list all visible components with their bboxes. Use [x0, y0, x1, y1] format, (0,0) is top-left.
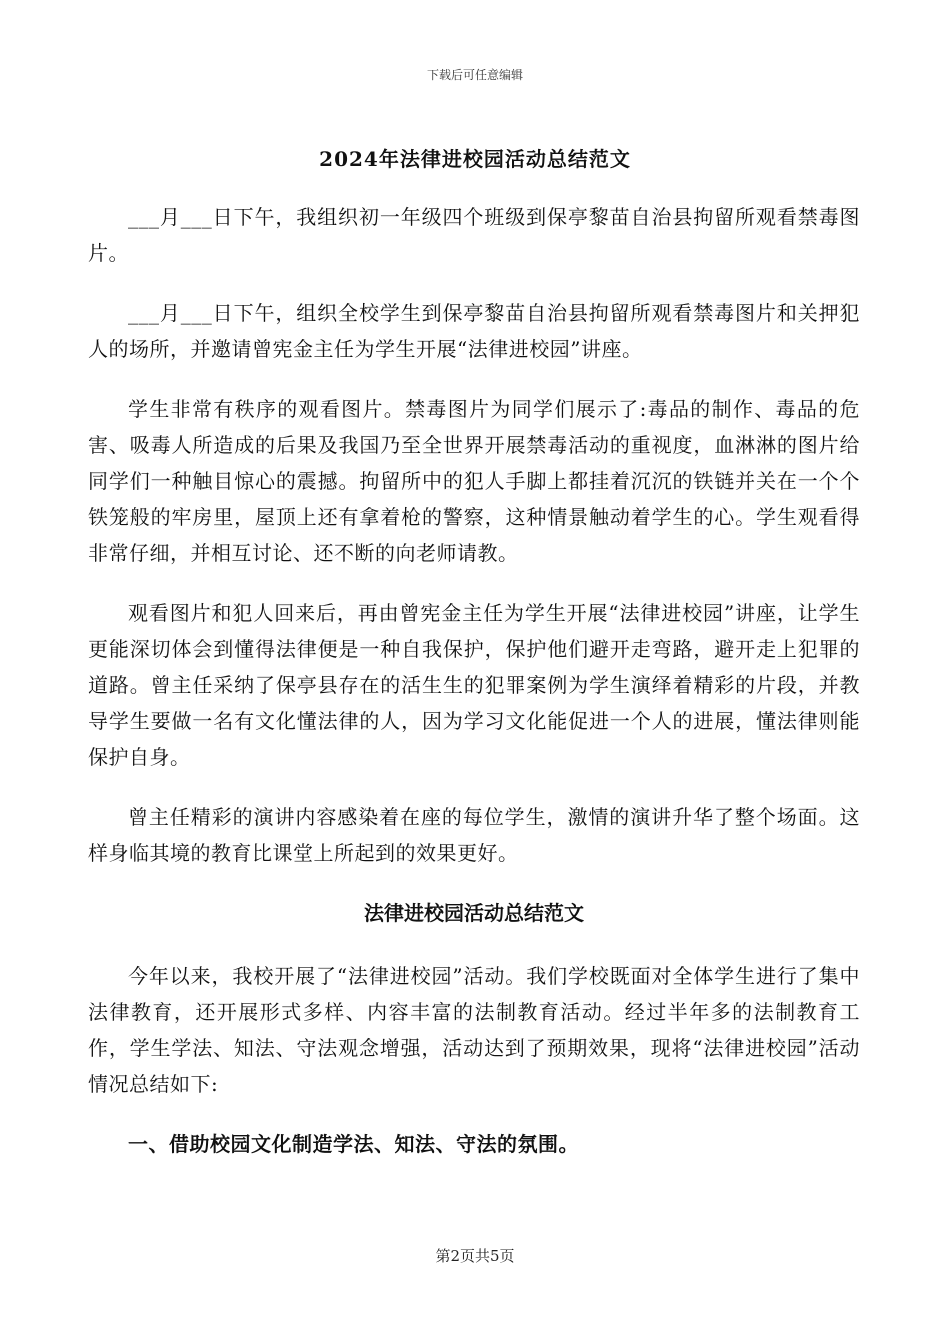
page-footer: 第2页共5页: [435, 1247, 515, 1265]
paragraph: 观看图片和犯人回来后，再由曾宪金主任为学生开展“法律进校园”讲座，让学生更能深切体会到懂得法律便是一种自我保护，保护他们避开走弯路，避开走上犯罪的道路。曾主任采纳了保亭县存在的活生生的犯罪案例为学生演绎着精彩的片段，并教导学生要做一名有文化懂法律的人，因为学习文化能促进一个人的进展，懂法律则能保护自身。: [88, 601, 860, 769]
header-note: 下载后可任意编辑: [426, 68, 523, 82]
section-title: 法律进校园活动总结范文: [364, 901, 584, 925]
page-title: 2024年法律进校园活动总结范文: [319, 147, 631, 171]
paragraph: 今年以来，我校开展了“法律进校园”活动。我们学校既面对全体学生进行了集中法律教育，还开展形式多样、内容丰富的法制教育活动。经过半年多的法制教育工作，学生学法、知法、守法观念增强，活动达到了预期效果，现将“法律进校园”活动情况总结如下:: [88, 964, 860, 1096]
paragraph: ___月___日下午，组织全校学生到保亭黎苗自治县拘留所观看禁毒图片和关押犯人的场所，并邀请曾宪金主任为学生开展“法律进校园”讲座。: [88, 301, 860, 361]
paragraph: 学生非常有秩序的观看图片。禁毒图片为同学们展示了:毒品的制作、毒品的危害、吸毒人所造成的后果及我国乃至全世界开展禁毒活动的重视度，血淋淋的图片给同学们一种触目惊心的震撼。拘留所中的犯人手脚上都挂着沉沉的铁链并关在一个个铁笼般的牢房里，屋顶上还有拿着枪的警察，这种情景触动着学生的心。学生观看得非常仔细，并相互讨论、还不断的向老师请教。: [88, 397, 860, 565]
paragraph: ___月___日下午，我组织初一年级四个班级到保亭黎苗自治县拘留所观看禁毒图片。: [88, 205, 860, 265]
document-body: [88, 199, 860, 1162]
section-heading: 一、借助校园文化制造学法、知法、守法的氛围。: [128, 1132, 579, 1156]
paragraph: 曾主任精彩的演讲内容感染着在座的每位学生，激情的演讲升华了整个场面。这样身临其境的教育比课堂上所起到的效果更好。: [88, 805, 860, 865]
